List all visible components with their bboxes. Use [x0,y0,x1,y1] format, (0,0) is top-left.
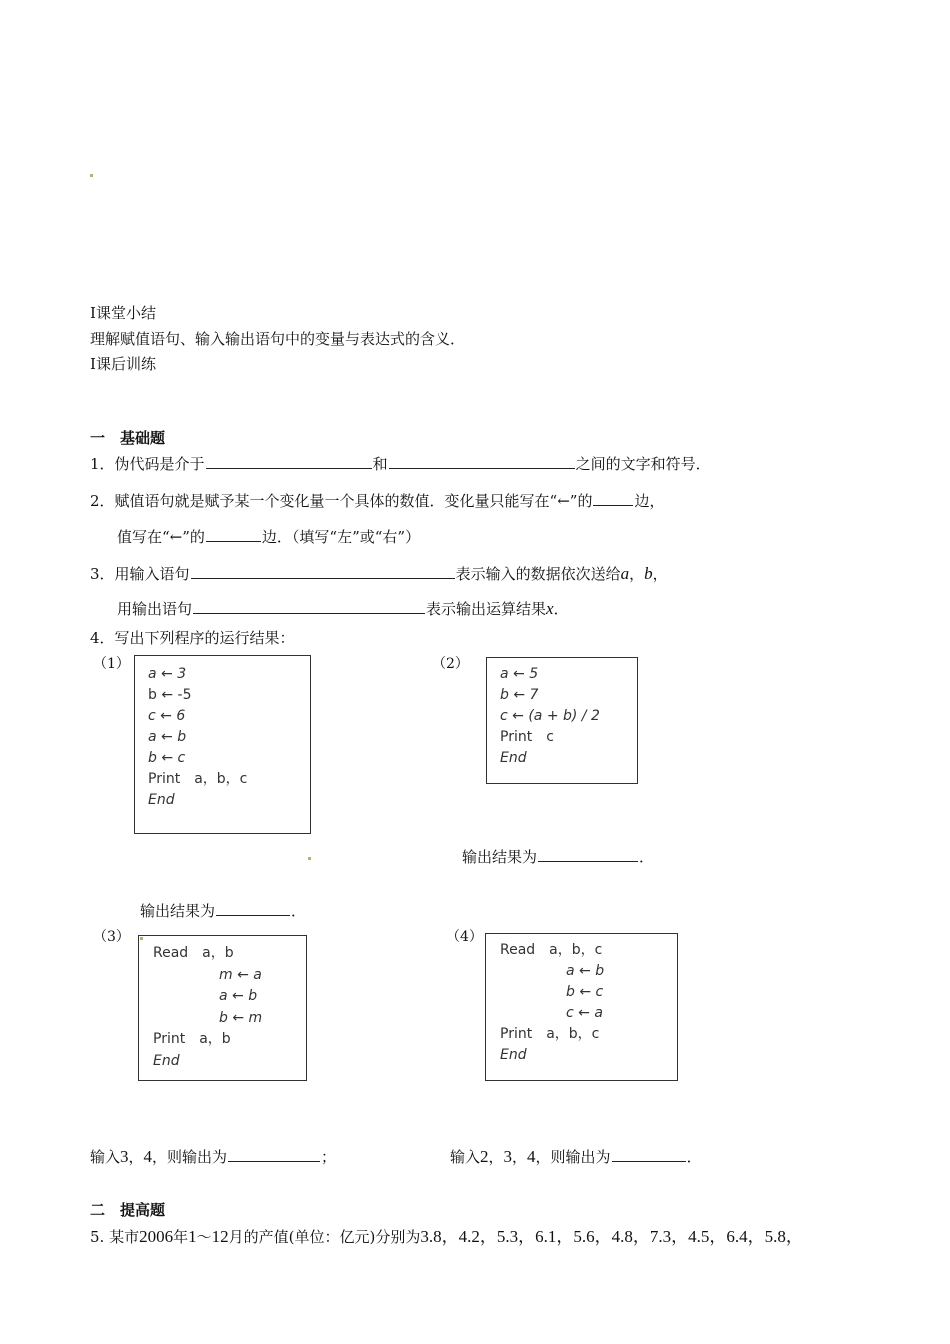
summary-heading: I课堂小结 [90,304,156,322]
question-3-line1: 3．用输入语句 表示输入的数据依次送给a，b， [90,564,668,583]
code-line: Print a，b，c [148,771,248,787]
program-4-code [500,940,604,1066]
program-2-label: （2） [432,656,469,672]
question-5: 5. 某市2006年1～12月的产值(单位：亿元)分别为3.8，4.2，5.3，6.1，5.6，4.8，7.3，4.5，6.4，5.8， [90,1227,803,1246]
program-2-output: 输出结果为 ． [462,848,655,866]
code-line: b ← 7 [500,687,539,703]
decorative-dot [308,857,311,860]
code-line: End [500,1047,527,1063]
code-line: a ← 5 [500,666,539,682]
code-line: Read a，b [153,945,234,961]
code-line: c ← (a + b) / 2 [500,708,600,724]
decorative-dot [90,174,93,177]
code-line: m ← a [219,966,262,983]
question-2-line1: 2．赋值语句就是赋予某一个变化量一个具体的数值．变化量只能写在“←”的 边， [90,492,665,510]
code-line: Read a，b，c [500,942,603,958]
program-2-code [500,664,600,769]
code-line: c ← 6 [148,708,186,724]
code-line: a ← b [219,988,258,1004]
program-3-label: （3） [93,929,130,945]
code-line: b ← c [148,750,186,766]
question-3-line2: 用输出语句 表示输出运算结果x． [117,599,569,618]
code-line: Print c [500,729,554,745]
code-line: a ← b [148,729,187,745]
program-1-label: （1） [93,656,130,672]
section1-title: 一 基础题 [90,429,166,447]
program-3-code [153,943,262,1072]
code-line: End [148,792,175,808]
code-line: Print a，b，c [500,1026,600,1042]
program-4-label: （4） [446,929,483,945]
program-1-code [148,664,247,811]
code-line: a ← 3 [148,666,187,682]
program-4-input-output: 输入2，3，4，则输出为 ． [450,1147,702,1166]
code-line: b ← c [566,984,604,1000]
question-4: 4．写出下列程序的运行结果： [90,629,295,647]
code-line: c ← a [566,1005,603,1021]
code-line: End [153,1052,180,1069]
program-1-output: 输出结果为 ． [140,902,307,920]
code-line: b ← -5 [148,687,192,703]
code-line: Print a，b [153,1031,231,1047]
question-1: 1．伪代码是介于 和 之间的文字和符号． [90,455,711,473]
summary-text: 理解赋值语句、输入输出语句中的变量与表达式的含义． [90,330,466,348]
code-line: b ← m [219,1009,263,1026]
section2-title: 二 提高题 [90,1201,166,1219]
code-line: a ← b [566,963,605,979]
code-line: End [500,750,527,766]
question-2-line2: 值写在“←”的 边．（填写“左”或“右”） [117,528,421,546]
homework-heading: I课后训练 [90,355,156,373]
program-3-input-output: 输入3，4，则输出为 ； [90,1147,337,1166]
